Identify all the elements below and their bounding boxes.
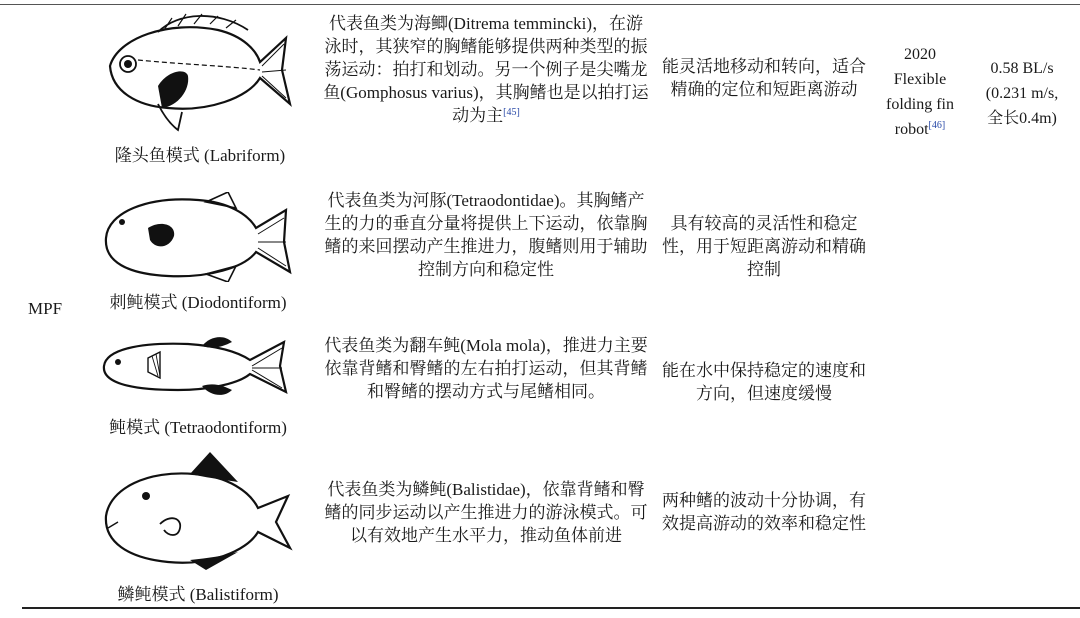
description-tetraodontiform: 代表鱼类为翻车鲀(Mola mola)，推进力主要依靠背鳍和臀鳍的左右拍打运动，但其背鳍和臀鳍的摆动方式与尾鳍相同。: [324, 336, 648, 401]
table-top-rule: [0, 4, 1080, 5]
performance-labriform: [964, 56, 1080, 131]
balistiform-fish-icon: [98, 452, 298, 570]
category-label: MPF: [28, 299, 63, 318]
characteristic-tetraodontiform: 能在水中保持稳定的速度和方向，但速度缓慢: [662, 361, 866, 403]
characteristic-balistiform: 两种鳍的波动十分协调，有效提高游动的效率和稳定性: [662, 491, 866, 533]
example-name: [870, 67, 970, 142]
example-reference[interactable]: [46]: [928, 120, 946, 131]
table-bottom-rule: [22, 607, 1080, 609]
description-labriform: [322, 12, 650, 127]
example-year: 2020: [904, 46, 936, 63]
labriform-fish-icon: [98, 8, 298, 136]
caption-labriform: 隆头鱼模式 (Labriform): [114, 146, 286, 165]
description-balistiform: 代表鱼类为鳞鲀(Balistidae)，依靠背鳍和臀鳍的同步运动以产生推进力的游泳模式。可以有效地产生水平力，推动鱼体前进: [324, 480, 648, 545]
characteristic-diodontiform: 具有较高的灵活性和稳定性，用于短距离游动和精确控制: [662, 214, 866, 279]
caption-balistiform: 鳞鲀模式 (Balistiform): [117, 585, 279, 604]
reference-citation[interactable]: [45]: [503, 107, 520, 118]
characteristic-labriform: 能灵活地移动和转向，适合精确的定位和短距离游动: [662, 57, 866, 99]
caption-tetraodontiform: 鲀模式 (Tetraodontiform): [109, 418, 287, 437]
description-diodontiform: 代表鱼类为河豚(Tetraodontidae)。其胸鳍产生的力的垂直分量将提供上下运动，依靠胸鳍的来回摆动产生推进力，腹鳍则用于辅助控制方向和稳定性: [324, 191, 648, 279]
tetraodontiform-fish-icon: [98, 336, 298, 396]
performance-speed: 0.58 BL/s: [990, 60, 1054, 77]
caption-diodontiform: 刺鲀模式 (Diodontiform): [109, 293, 287, 312]
performance-speed-ms: (0.231 m/s,: [985, 85, 1059, 102]
example-labriform: [870, 42, 970, 142]
example-name-text: Flexible folding fin robot: [886, 71, 954, 138]
performance-length: 全长0.4m): [987, 110, 1057, 127]
description-text: 代表鱼类为海鲫(Ditrema temmincki)，在游泳时，其狭窄的胸鳍能够提供两种类型的振荡运动：拍打和划动。另一个例子是尖嘴龙鱼(Gomphosus varius)，其胸鳍也是以拍打运动为主: [323, 14, 649, 125]
diodontiform-fish-icon: [98, 192, 298, 282]
